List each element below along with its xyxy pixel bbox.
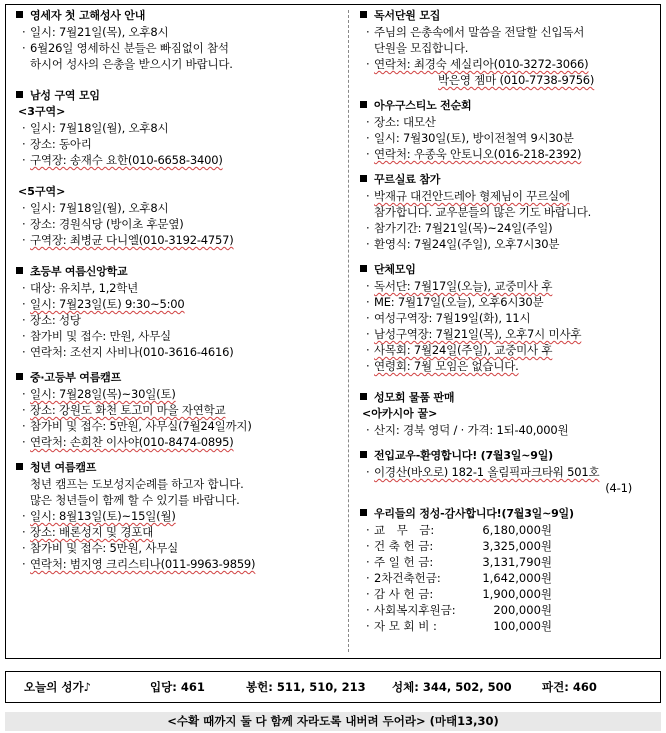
bullet-square-icon bbox=[16, 267, 23, 274]
info-line: 장소: 강원도 화천 토고미 마을 자연학교 bbox=[30, 403, 226, 417]
offering-amount: 6,180,000원 bbox=[482, 523, 552, 537]
info-line: 장소: 경원식당 (방이초 후문옆) bbox=[30, 217, 184, 231]
hymn-recessional: 파견: 460 bbox=[542, 680, 597, 694]
info-line: 참가합니다. 교우분들의 많은 기도 바랍니다. bbox=[374, 205, 592, 219]
info-line: 참가기간: 7월21일(목)~24일(주일) bbox=[374, 221, 553, 235]
info-line: 연락처: 우종욱 안토니오(016-218-2392) bbox=[374, 147, 582, 161]
offering-label: 자 모 회 비 : bbox=[374, 619, 437, 633]
section-title: 초등부 여름신앙학교 bbox=[30, 265, 128, 278]
info-line: 청년 캠프는 도보성지순례를 하고자 합니다. bbox=[30, 477, 244, 491]
info-line: 단원을 모집합니다. bbox=[374, 41, 469, 55]
info-line: 박은영 젬마 (010-7738-9756) bbox=[438, 73, 595, 87]
offering-amount: 1,900,000원 bbox=[482, 587, 552, 601]
bullet-square-icon bbox=[16, 373, 23, 380]
bullet-square-icon bbox=[360, 175, 367, 182]
info-line: 연락처: 조선지 사비나(010-3616-4616) bbox=[30, 345, 234, 359]
info-line: 많은 청년들이 함께 할 수 있기를 바랍니다. bbox=[30, 493, 240, 507]
info-line: 구역장: 최병균 다니엘(010-3192-4757) bbox=[30, 233, 234, 247]
section-title: 전입교우-환영합니다! (7월3일~9일) bbox=[374, 449, 553, 462]
info-line: 일시: 7월18일(월), 오후8시 bbox=[30, 121, 169, 135]
offering-amount: 200,000원 bbox=[493, 603, 552, 617]
bullet-square-icon bbox=[360, 509, 367, 516]
offering-row: · 교 무 금: 6,180,000원 bbox=[366, 523, 552, 537]
offering-amount: 1,642,000원 bbox=[482, 571, 552, 585]
right-column bbox=[360, 8, 658, 634]
info-line: 참가비 및 접수: 5만원, 사무실(7월24일까지) bbox=[30, 419, 252, 433]
bullet-square-icon bbox=[360, 101, 367, 108]
offerings-list bbox=[360, 522, 658, 634]
info-line: 박재규 대건안드레아 형제님이 꾸르실에 bbox=[374, 189, 570, 203]
info-line: 6월26일 영세하신 분들은 빠짐없이 참석 bbox=[30, 41, 229, 55]
info-line: 장소: 대모산 bbox=[374, 115, 436, 129]
bullet-square-icon bbox=[360, 393, 367, 400]
section-title: 아우구스티노 전순회 bbox=[374, 99, 472, 112]
info-line: 주님의 은총속에서 말씀을 전달할 신입독서 bbox=[374, 25, 585, 39]
bullet-square-icon bbox=[16, 91, 23, 98]
offering-row: · 자 모 회 비 : 100,000원 bbox=[366, 619, 552, 633]
section-offerings bbox=[360, 506, 658, 634]
info-line: 일시: 7월21일(목), 오후8시 bbox=[30, 25, 169, 39]
section-title: 청년 여름캠프 bbox=[30, 461, 97, 474]
sub-heading: <아카시아 꿀> bbox=[362, 407, 438, 420]
info-line: ME: 7월17일(오늘), 오후6시30분 bbox=[374, 295, 544, 309]
offering-label: 감 사 헌 금: bbox=[374, 587, 434, 601]
section-title: 중·고등부 여름캠프 bbox=[30, 371, 122, 384]
bullet-square-icon bbox=[360, 11, 367, 18]
section-title: 꾸르실료 참가 bbox=[374, 173, 441, 186]
section-children-school: 초등부 여름신앙학교 · 대상: 유치부, 1,2학년 · 일시: 7월23일(토) 9:30~5:00 · 장소: 성당 · 참가비 및 접수: 만원, 사무실 · 연락처: 조선지 사비나(010-3616-4616) bbox=[16, 264, 342, 360]
left-column bbox=[16, 8, 342, 572]
info-line: 장소: 동아리 bbox=[30, 137, 92, 151]
section-title: 우리들의 정성-감사합니다!(7월3일~9일) bbox=[374, 507, 574, 520]
info-line: 연령회: 7월 모임은 없습니다. bbox=[374, 359, 519, 373]
info-line: 하시어 성사의 은총을 받으시기 바랍니다. bbox=[30, 57, 233, 71]
offering-row: · 감 사 헌 금: 1,900,000원 bbox=[366, 587, 552, 601]
info-line: 산지: 경북 영덕 / · 가격: 1되-40,000원 bbox=[374, 423, 569, 437]
hymn-communion: 성체: 344, 502, 500 bbox=[392, 680, 512, 694]
info-line: 일시: 7월23일(토) 9:30~5:00 bbox=[30, 297, 185, 311]
hymn-offertory: 봉헌: 511, 510, 213 bbox=[246, 680, 366, 694]
section-youth-camp: 중·고등부 여름캠프 · 일시: 7월28일(목)~30일(토) · 장소: 강원도 화천 토고미 마을 자연학교 · 참가비 및 접수: 5만원, 사무실(7월24일까지) · 연락처: 손희찬 이사야(010-8474-0895) bbox=[16, 370, 342, 450]
info-line: 장소: 배론성지 및 경포대 bbox=[30, 525, 154, 539]
offering-label: 사회복지후원금: bbox=[374, 603, 456, 617]
offering-label: 건 축 헌 금: bbox=[374, 539, 434, 553]
section-mens-district: 남성 구역 모임 <3구역> · 일시: 7월18일(월), 오후8시 · 장소: 동아리 · 구역장: 송재수 요한(010-6658-3400) <5구역> · 일시: 7월18일(월), 오후8시 · 장소: 경원식당 (방이초 후문옆) · 구역장: 최병균 다니엘(010-3192-4757) bbox=[16, 88, 342, 248]
info-line: 참가비 및 접수: 만원, 사무실 bbox=[30, 329, 171, 343]
bullet-square-icon bbox=[360, 265, 367, 272]
section-young-adult-camp: 청년 여름캠프 청년 캠프는 도보성지순례를 하고자 합니다. 많은 청년들이 함께 할 수 있기를 바랍니다. · 일시: 8월13일(토)~15일(월) · 장소: 배론성지 및 경포대 · 참가비 및 접수: 5만원, 사무실 · 연락처: 범지영 크리스티나(011-9963-9859) bbox=[16, 460, 342, 572]
sub-heading: <3구역> bbox=[18, 105, 66, 118]
offering-label: 교 무 금: bbox=[374, 523, 435, 537]
hymn-entrance: 입당: 461 bbox=[150, 680, 205, 694]
offering-row: · 건 축 헌 금: 3,325,000원 bbox=[366, 539, 552, 553]
sub-heading: <5구역> bbox=[18, 185, 66, 198]
info-line: 이경산(바오로) 182-1 올림픽파크타워 501호 bbox=[374, 465, 600, 479]
info-line: 일시: 7월28일(목)~30일(토) bbox=[30, 387, 176, 401]
offering-label: 2차건축헌금: bbox=[374, 571, 441, 585]
offering-amount: 100,000원 bbox=[493, 619, 552, 633]
bullet-square-icon bbox=[16, 11, 23, 18]
section-mothers-sale: 성모회 물품 판매 <아카시아 꿀> · 산지: 경북 영덕 / · 가격: 1되-40,000원 bbox=[360, 390, 658, 438]
scripture-verse: <수확 때까지 둘 다 함께 자라도록 내버려 두어라> (마태13,30) bbox=[5, 712, 661, 731]
info-line: 환영식: 7월24일(주일), 오후7시30분 bbox=[374, 237, 560, 251]
offering-row: · 사회복지후원금: 200,000원 bbox=[366, 603, 552, 617]
offering-amount: 3,131,790원 bbox=[482, 555, 552, 569]
section-title: 단체모임 bbox=[374, 263, 416, 276]
info-line: 연락처: 최경숙 세실리아(010-3272-3066) bbox=[374, 57, 589, 71]
offering-label: 주 일 헌 금: bbox=[374, 555, 434, 569]
section-lector-recruit: 독서단원 모집 · 주님의 은총속에서 말씀을 전달할 신입독서 단원을 모집합니다. · 연락처: 최경숙 세실리아(010-3272-3066) 박은영 젬마 (010-7738-9756) bbox=[360, 8, 658, 88]
info-line: 장소: 성당 bbox=[30, 313, 81, 327]
section-title: 독서단원 모집 bbox=[374, 9, 441, 22]
hymn-label: 오늘의 성가♪ bbox=[24, 680, 91, 694]
info-line: 대상: 유치부, 1,2학년 bbox=[30, 281, 139, 295]
info-line: 연락처: 손희찬 이사야(010-8474-0895) bbox=[30, 435, 234, 449]
info-line: 독서단: 7월17일(오늘), 교중미사 후 bbox=[374, 279, 553, 293]
hymn-numbers-bar bbox=[5, 671, 661, 703]
section-group-meetings: 단체모임 · 독서단: 7월17일(오늘), 교중미사 후 · ME: 7월17일(오늘), 오후6시30분 · 여성구역장: 7월19일(화), 11시 · 남성구역장: 7월21일(목), 오후7시 미사후 · 사목회: 7월24일(주일), 교중미사 후 · 연령회: 7월 모임은 없습니다. bbox=[360, 262, 658, 374]
section-first-confession: 영세자 첫 고해성사 안내 · 일시: 7월21일(목), 오후8시 · 6월26일 영세하신 분들은 빠짐없이 참석 하시어 성사의 은총을 받으시기 바랍니다. bbox=[16, 8, 342, 72]
info-line: 여성구역장: 7월19일(화), 11시 bbox=[374, 311, 531, 325]
offering-row: · 주 일 헌 금: 3,131,790원 bbox=[366, 555, 552, 569]
info-line: (4-1) bbox=[605, 481, 632, 495]
info-line: 일시: 7월18일(월), 오후8시 bbox=[30, 201, 169, 215]
info-line: 참가비 및 접수: 5만원, 사무실 bbox=[30, 541, 179, 555]
section-new-parishioners: 전입교우-환영합니다! (7월3일~9일) · 이경산(바오로) 182-1 올림픽파크타워 501호 (4-1) bbox=[360, 448, 658, 496]
info-line: 사목회: 7월24일(주일), 교중미사 후 bbox=[374, 343, 553, 357]
section-title: 영세자 첫 고해성사 안내 bbox=[30, 9, 146, 22]
info-line: 일시: 7월30일(토), 방이전철역 9시30분 bbox=[374, 131, 574, 145]
section-cursillo: 꾸르실료 참가 · 박재규 대건안드레아 형제님이 꾸르실에 참가합니다. 교우분들의 많은 기도 바랍니다. · 참가기간: 7월21일(목)~24일(주일) · 환영식: 7월24일(주일), 오후7시30분 bbox=[360, 172, 658, 252]
info-line: 남성구역장: 7월21일(목), 오후7시 미사후 bbox=[374, 327, 582, 341]
section-title: 성모회 물품 판매 bbox=[374, 391, 455, 404]
offering-row: · 2차건축헌금: 1,642,000원 bbox=[366, 571, 552, 585]
bullet-square-icon bbox=[360, 451, 367, 458]
offering-amount: 3,325,000원 bbox=[482, 539, 552, 553]
section-title: 남성 구역 모임 bbox=[30, 89, 100, 102]
info-line: 연락처: 범지영 크리스티나(011-9963-9859) bbox=[30, 557, 256, 571]
info-line: 구역장: 송재수 요한(010-6658-3400) bbox=[30, 153, 223, 167]
info-line: 일시: 8월13일(토)~15일(월) bbox=[30, 509, 176, 523]
bullet-square-icon bbox=[16, 463, 23, 470]
section-augustino-hike: 아우구스티노 전순회 · 장소: 대모산 · 일시: 7월30일(토), 방이전철역 9시30분 · 연락처: 우종욱 안토니오(016-218-2392) bbox=[360, 98, 658, 162]
column-divider bbox=[348, 10, 349, 652]
